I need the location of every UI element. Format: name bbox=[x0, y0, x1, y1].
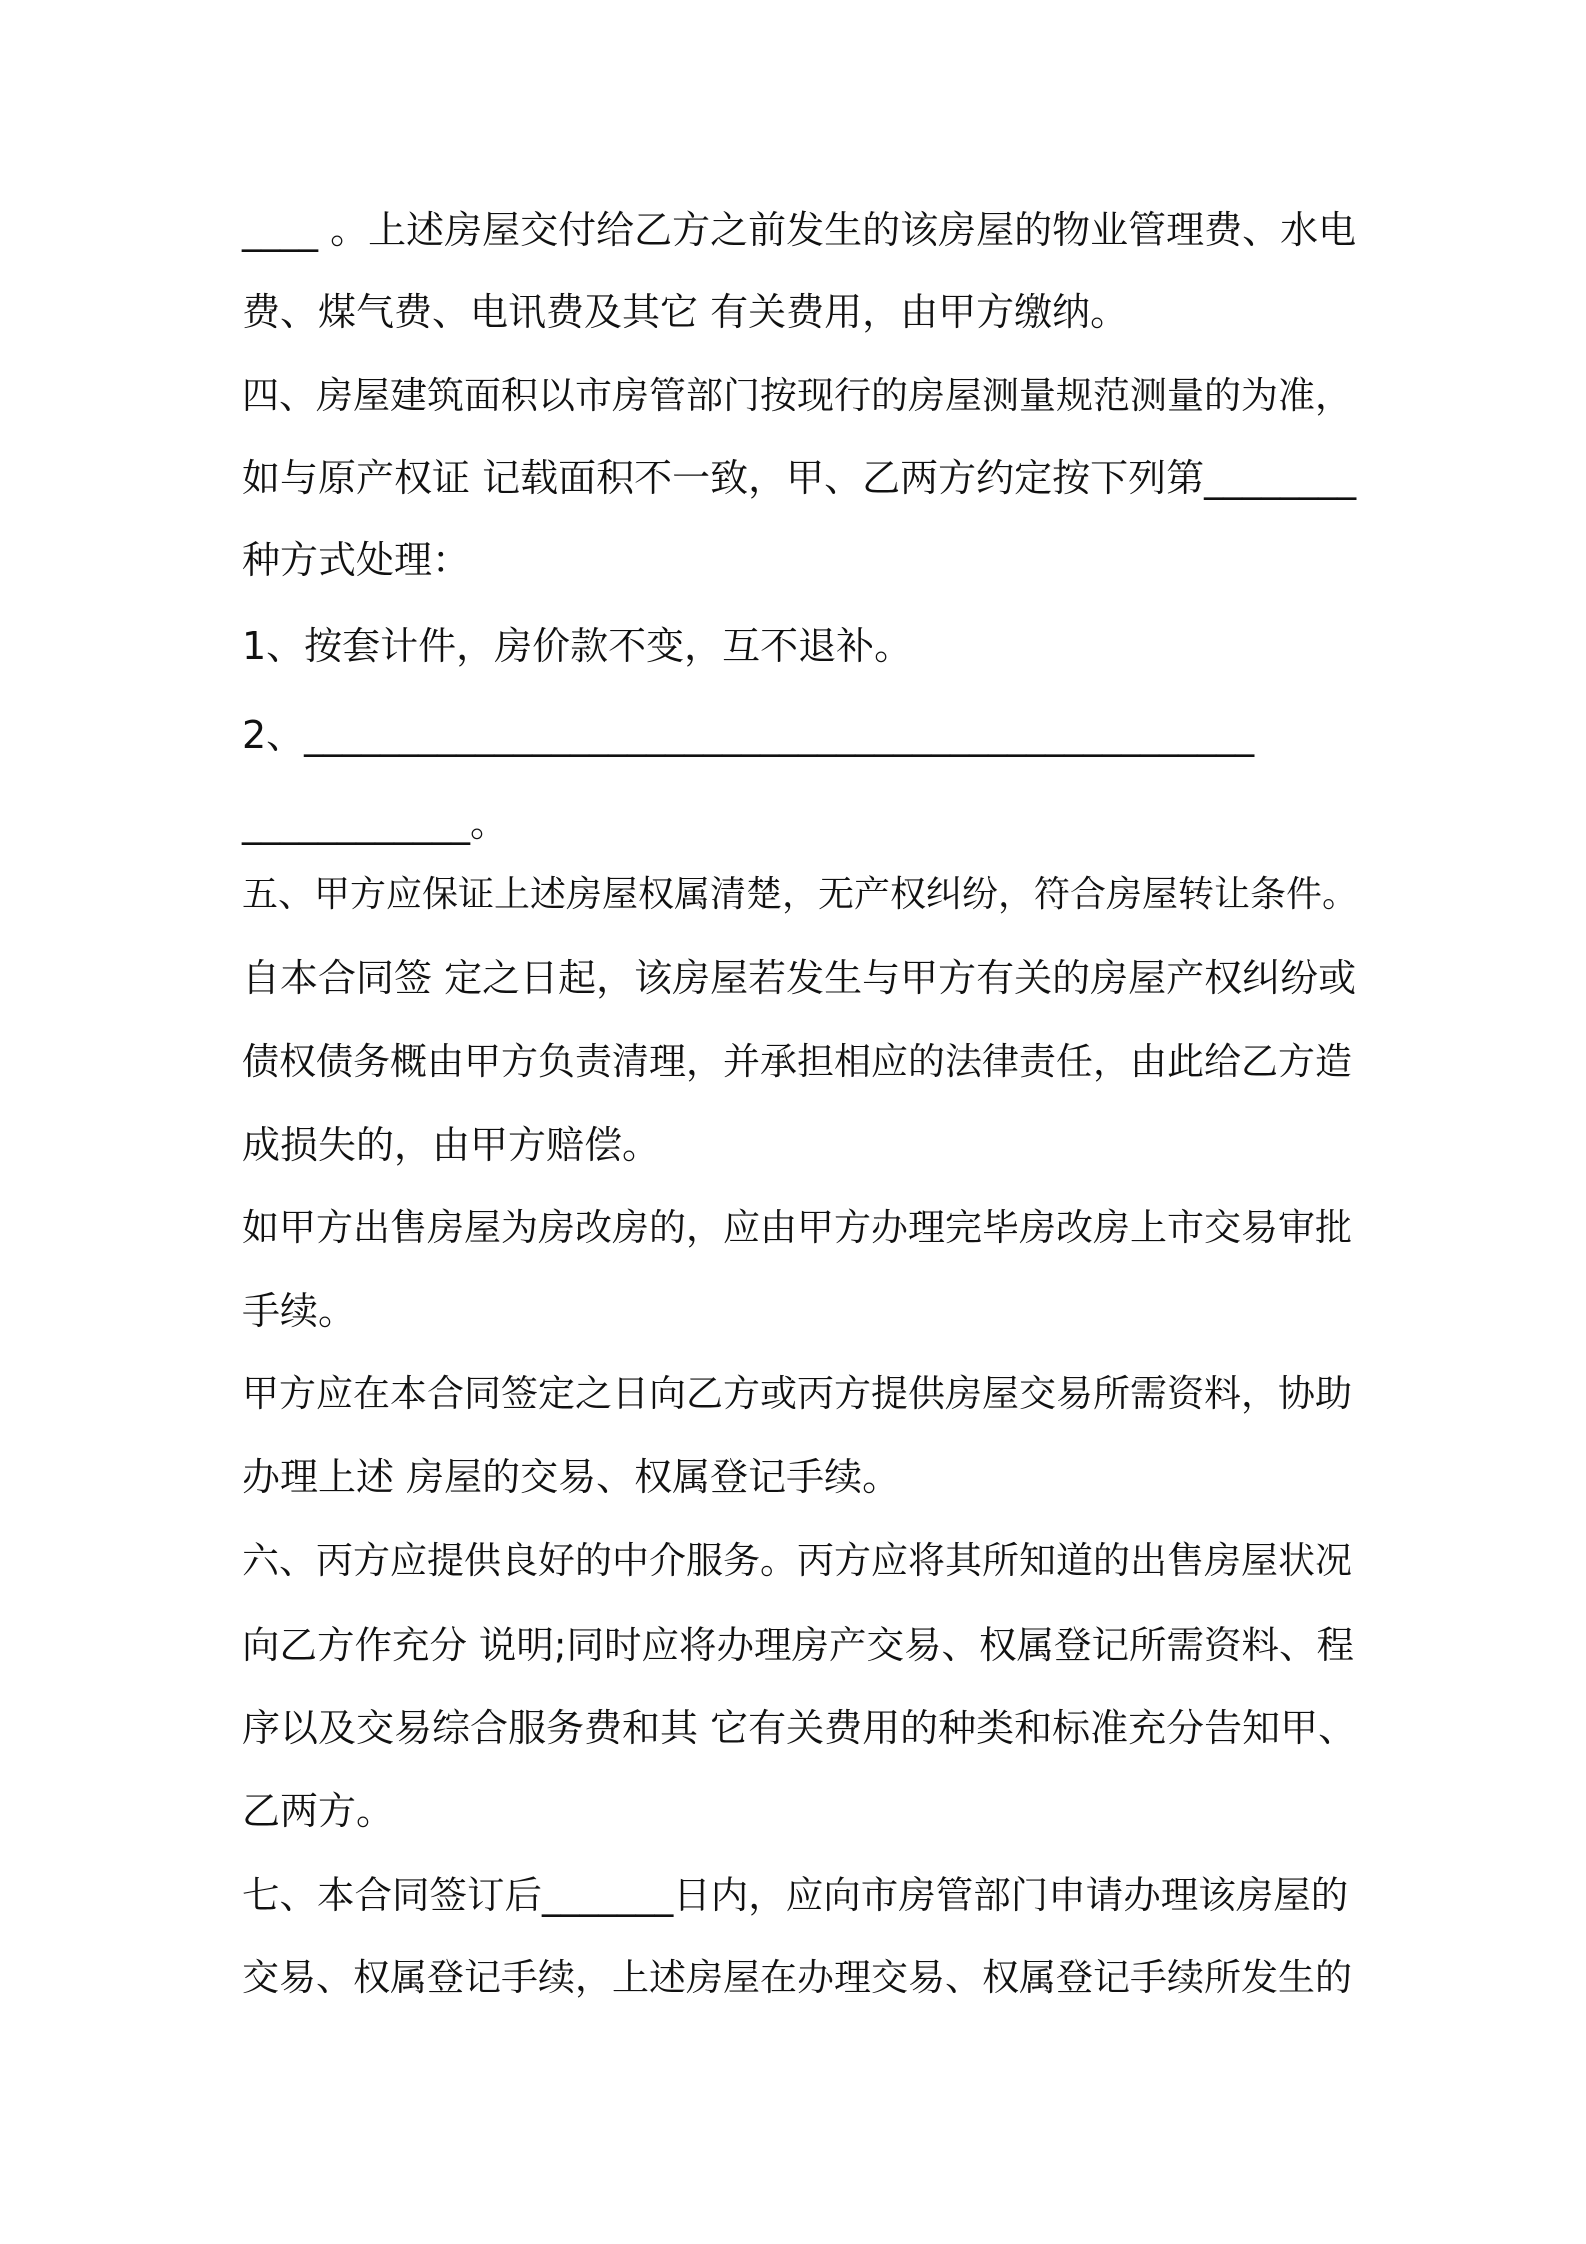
text-line-21: 七、本合同签订后_______日内，应向市房管部门申请办理该房屋的 bbox=[242, 1873, 1349, 1917]
text-line-18: 向乙方作充分 说明;同时应将办理房产交易、权属登记所需资料、程 bbox=[242, 1623, 1355, 1667]
text-line-8: ____________。 bbox=[242, 801, 509, 845]
text-line-5: 种方式处理： bbox=[242, 538, 471, 582]
text-line-1: ____ 。上述房屋交付给乙方之前发生的该房屋的物业管理费、水电 bbox=[242, 208, 1357, 252]
text-line-20: 乙两方。 bbox=[242, 1789, 395, 1833]
text-line-17: 六、丙方应提供良好的中介服务。丙方应将其所知道的出售房屋状况 bbox=[242, 1539, 1352, 1582]
text-line-6: 1、按套计件，房价款不变，互不退补。 bbox=[242, 624, 913, 668]
text-line-10: 自本合同签 定之日起，该房屋若发生与甲方有关的房屋产权纠纷或 bbox=[242, 956, 1357, 1000]
text-line-9: 五、甲方应保证上述房屋权属清楚，无产权纠纷，符合房屋转让条件。 bbox=[242, 874, 1359, 915]
text-line-3: 四、房屋建筑面积以市房管部门按现行的房屋测量规范测量的为准， bbox=[242, 374, 1352, 417]
text-line-12: 成损失的，由甲方赔偿。 bbox=[242, 1123, 661, 1167]
text-line-2: 费、煤气费、电讯费及其它 有关费用，由甲方缴纳。 bbox=[242, 290, 1129, 334]
text-line-15: 甲方应在本合同签定之日向乙方或丙方提供房屋交易所需资料，协助 bbox=[242, 1372, 1352, 1415]
text-line-13: 如甲方出售房屋为房改房的，应由甲方办理完毕房改房上市交易审批 bbox=[242, 1206, 1352, 1249]
text-line-11: 债权债务概由甲方负责清理，并承担相应的法律责任，由此给乙方造 bbox=[242, 1040, 1352, 1083]
text-line-22: 交易、权属登记手续，上述房屋在办理交易、权属登记手续所发生的 bbox=[242, 1956, 1352, 1999]
text-line-4: 如与原产权证 记载面积不一致，甲、乙两方约定按下列第________ bbox=[242, 456, 1357, 500]
text-line-19: 序以及交易综合服务费和其 它有关费用的种类和标准充分告知甲、 bbox=[242, 1706, 1357, 1750]
text-line-7: 2、__________________________________________________ bbox=[242, 713, 1255, 757]
text-line-14: 手续。 bbox=[242, 1289, 357, 1333]
text-line-16: 办理上述 房屋的交易、权属登记手续。 bbox=[242, 1455, 901, 1499]
